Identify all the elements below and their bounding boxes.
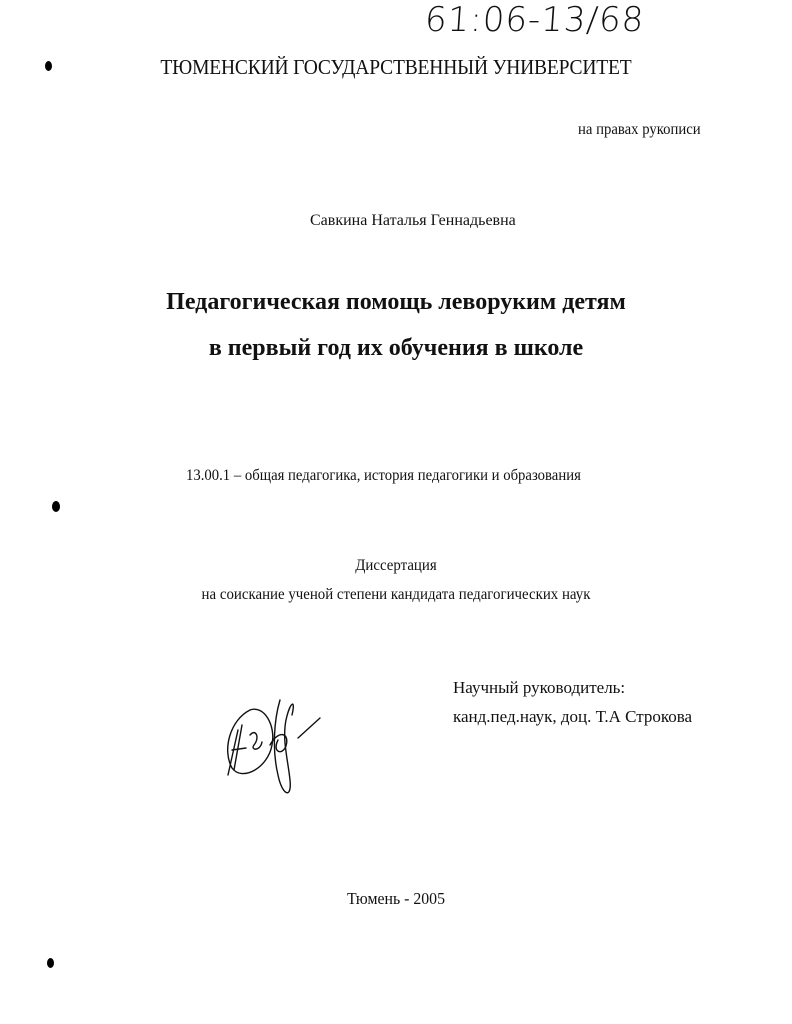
thesis-title-line-2: в первый год их обучения в школе (208, 335, 584, 361)
author-name: Савкина Наталья Геннадьевна (310, 212, 516, 229)
university-name: ТЮМЕНСКИЙ ГОСУДАРСТВЕННЫЙ УНИВЕРСИТЕТ (160, 55, 632, 79)
handwritten-archive-number: 61:06-13/68 (423, 0, 646, 40)
thesis-title-line-1: Педагогическая помощь леворуким детям (166, 289, 626, 315)
manuscript-rights-note: на правах рукописи (578, 121, 701, 138)
degree-description: на соискание ученой степени кандидата педагогических наук (201, 586, 591, 603)
supervisor-label: Научный руководитель: (453, 678, 626, 697)
city-and-year: Тюмень - 2005 (347, 889, 445, 908)
punch-hole-mark-middle (52, 501, 60, 512)
punch-hole-mark-bottom (47, 958, 54, 968)
supervisor-name: канд.пед.наук, доц. Т.А Строкова (453, 707, 693, 726)
specialty-code: 13.00.1 – общая педагогика, история педагогики и образования (186, 467, 581, 484)
dissertation-label: Диссертация (355, 557, 437, 574)
signature-icon (220, 690, 330, 805)
